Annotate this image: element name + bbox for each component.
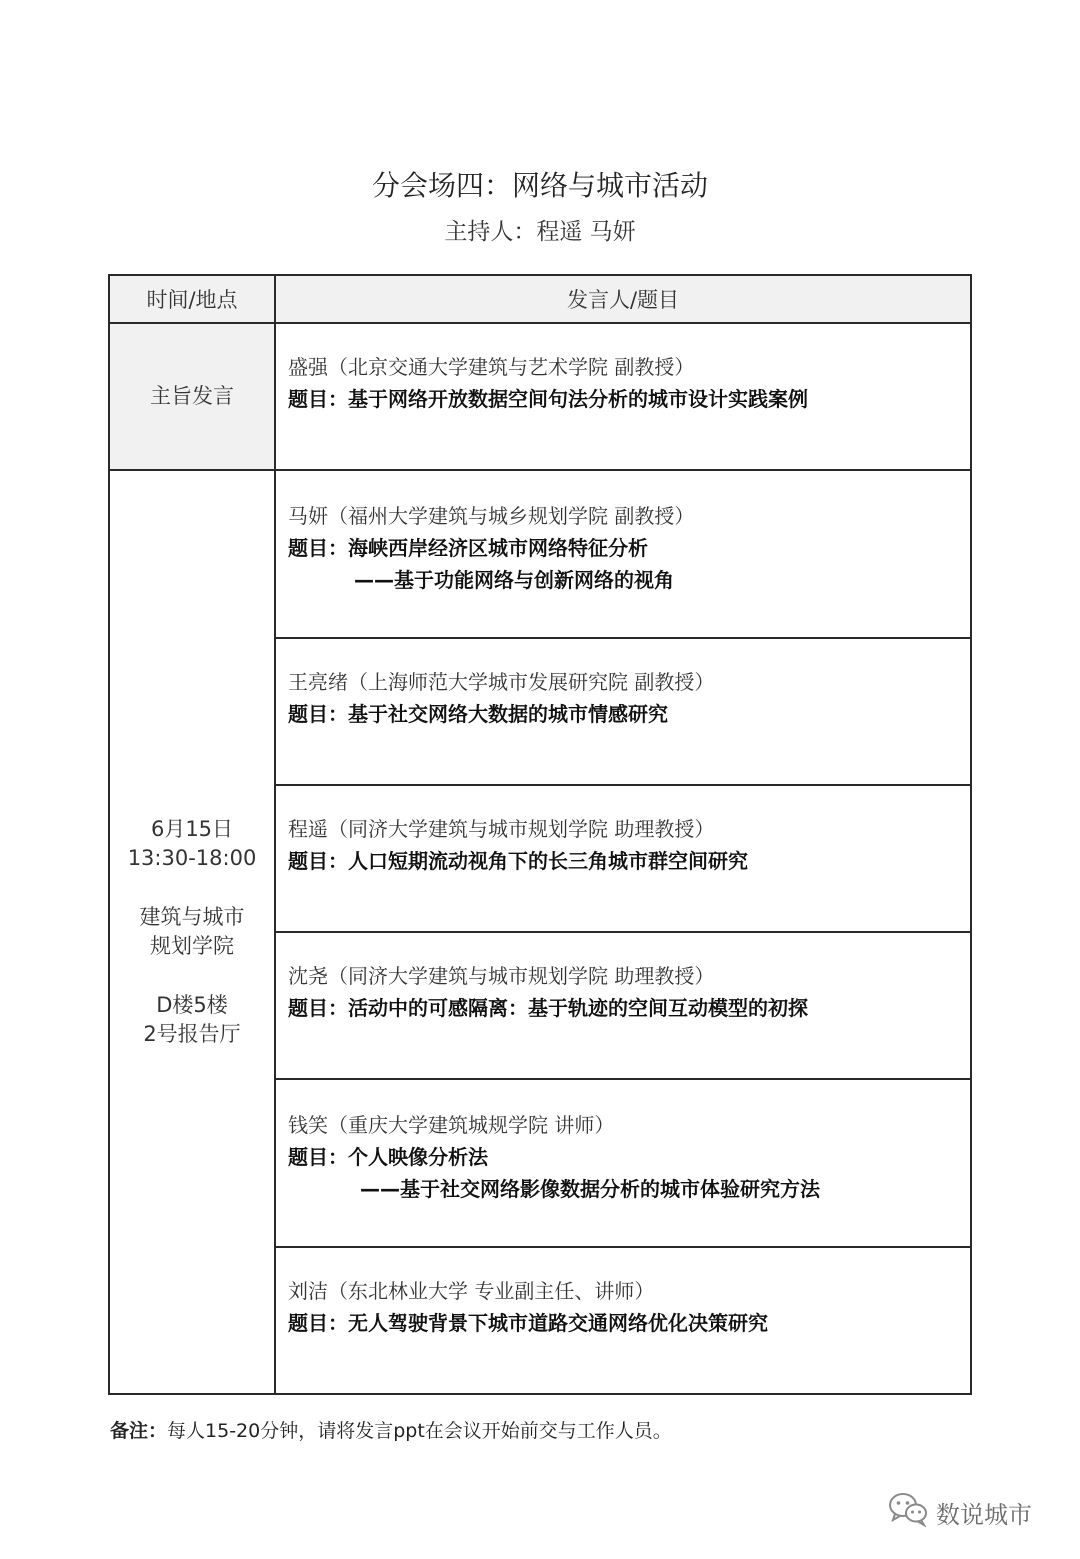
keynote-cell [275,323,971,470]
session-room-line2: 2号报告厅 [143,1022,241,1046]
keynote-topic: 题目：基于网络开放数据空间句法分析的城市设计实践案例 [288,386,808,411]
watermark [888,1490,1032,1534]
wechat-icon [888,1491,936,1533]
session-info-cell [109,470,275,1394]
talk-speaker: 刘洁（东北林业大学 专业副主任、讲师） [288,1278,655,1303]
talk-speaker: 王亮绪（上海师范大学城市发展研究院 副教授） [288,669,715,694]
keynote-speaker: 盛强（北京交通大学建筑与艺术学院 副教授） [288,354,695,379]
footnote-label: 备注： [110,1420,168,1442]
session-time: 13:30-18:00 [127,846,257,870]
talk-speaker: 钱笑（重庆大学建筑城规学院 讲师） [288,1113,615,1137]
talk-speaker: 马妍（福州大学建筑与城乡规划学院 副教授） [288,504,695,528]
talk-speaker: 沈尧（同济大学建筑与城市规划学院 助理教授） [288,963,715,988]
session-date: 6月15日 [150,817,234,841]
session-place-line2: 规划学院 [150,934,234,958]
watermark-text: 数说城市 [936,1500,1032,1529]
footnote [110,1415,672,1447]
talk-cell-5 [275,1079,971,1247]
talk-subtitle: ——基于功能网络与创新网络的视角 [354,568,674,592]
talk-cell-4 [275,932,971,1079]
talk-cell-1 [275,470,971,638]
keynote-row [109,323,971,470]
talk-topic: 题目：基于社交网络大数据的城市情感研究 [288,701,668,726]
session-room-line1: D楼5楼 [156,993,228,1017]
session-place-line1: 建筑与城市 [139,905,245,929]
talk-cell-3 [275,785,971,932]
hosts-line: 主持人：程遥 马妍 [444,219,636,245]
table-header-row [109,275,971,323]
talk-topic: 题目：活动中的可感隔离：基于轨迹的空间互动模型的初探 [288,995,808,1020]
page-title: 分会场四：网络与城市活动 [371,169,708,202]
talk-topic: 题目：海峡西岸经济区城市网络特征分析 [288,536,648,560]
talk-cell-2 [275,638,971,785]
column-header-time-place: 时间/地点 [109,275,275,323]
talk-topic: 题目：个人映像分析法 [288,1145,488,1169]
talk-subtitle: ——基于社交网络影像数据分析的城市体验研究方法 [360,1177,820,1201]
schedule-table [108,274,972,1395]
talk-topic: 题目：无人驾驶背景下城市道路交通网络优化决策研究 [288,1310,768,1335]
talk-cell-6 [275,1247,971,1394]
talk-speaker: 程遥（同济大学建筑与城市规划学院 助理教授） [288,816,715,841]
column-header-speaker-topic: 发言人/题目 [275,275,971,323]
keynote-label: 主旨发言 [109,323,275,470]
talk-topic: 题目：人口短期流动视角下的长三角城市群空间研究 [288,848,748,873]
footnote-text: 每人15-20分钟，请将发言ppt在会议开始前交与工作人员。 [167,1420,672,1442]
table-row [109,470,971,638]
